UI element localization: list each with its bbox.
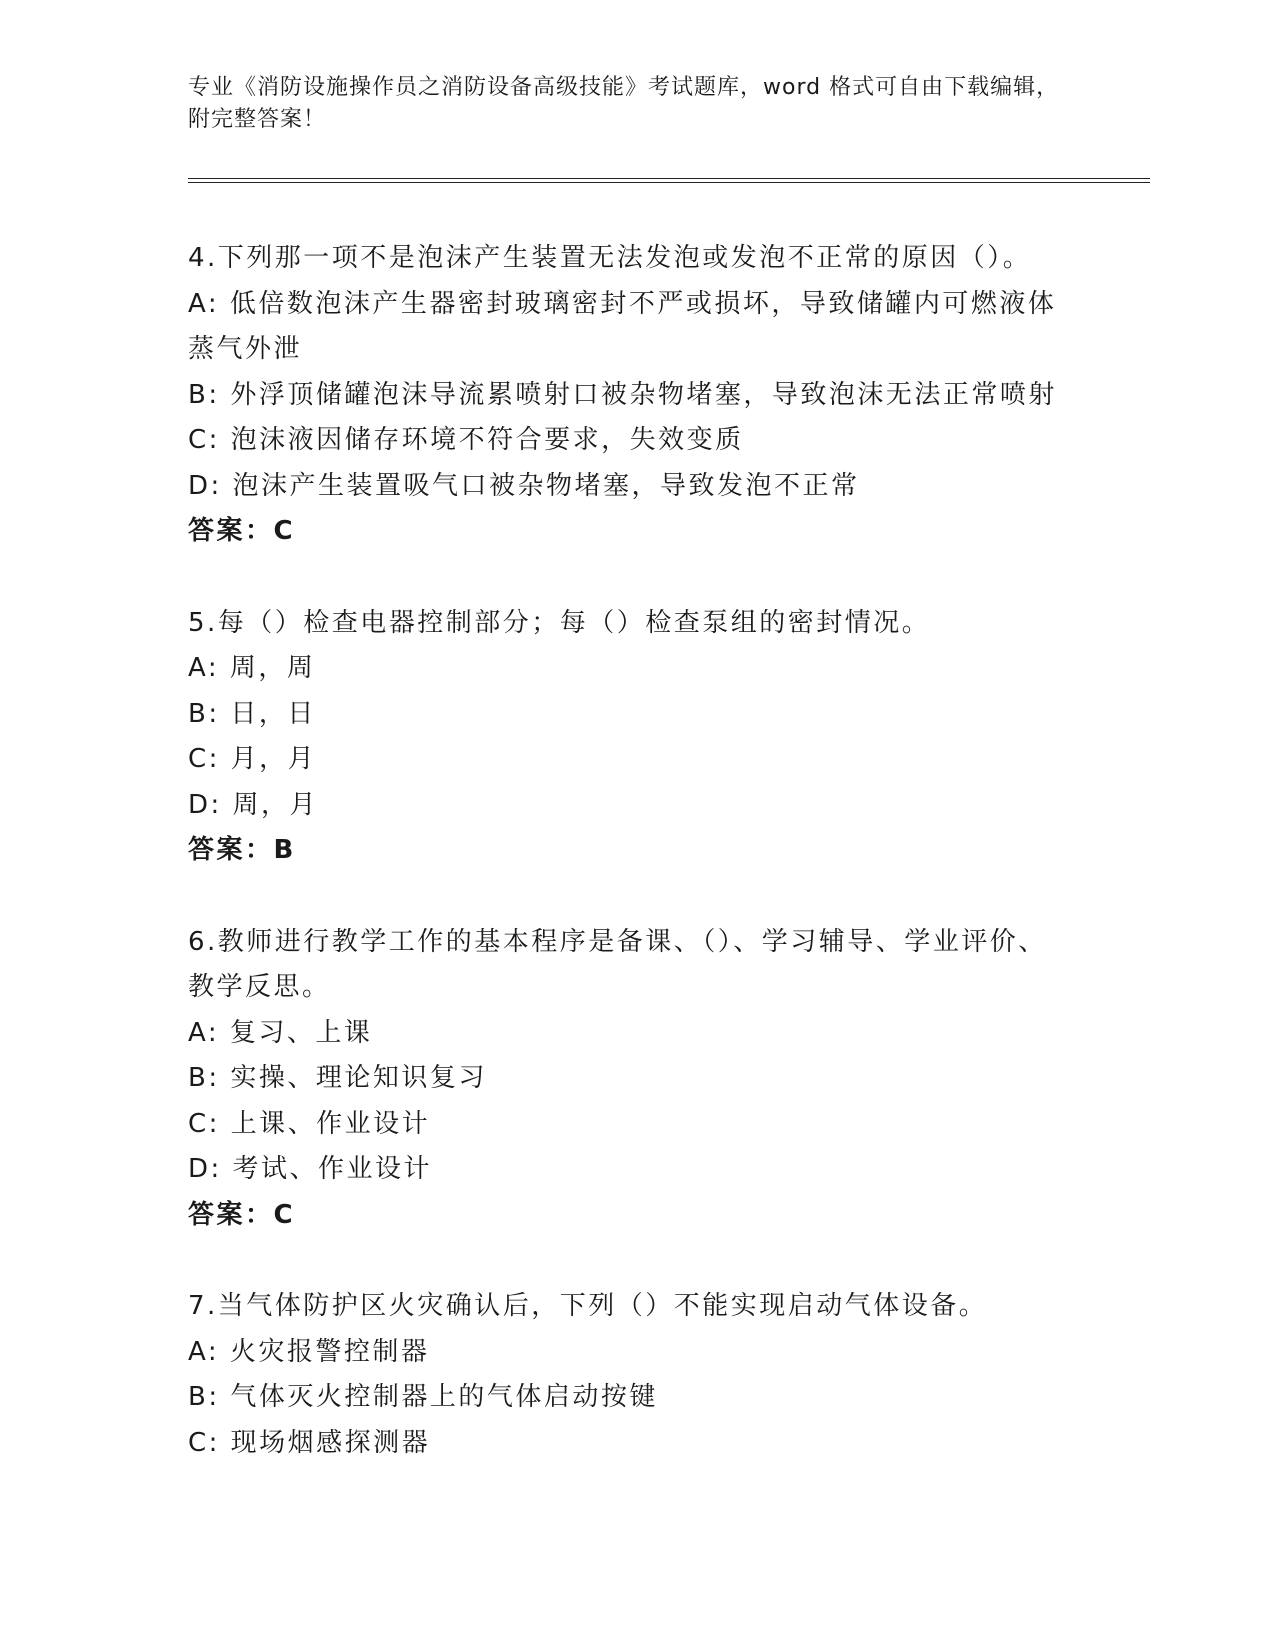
option-d: D: 考试、作业设计	[188, 1154, 433, 1184]
option-c: C: 现场烟感探测器	[188, 1427, 431, 1458]
question-list	[188, 236, 1088, 1466]
answer-label: 答案：B	[188, 835, 296, 865]
question-stem: 7.当气体防护区火灾确认后，下列（）不能实现启动气体设备。	[188, 1291, 988, 1321]
option-d: D: 泡沫产生装置吸气口被杂物堵塞，导致发泡不正常	[188, 470, 860, 501]
answer-label: 答案：C	[188, 1199, 296, 1230]
question-4	[188, 236, 1088, 555]
question-7	[188, 1284, 1088, 1466]
header-rule-bottom	[188, 182, 1150, 183]
option-b: B: 实操、理论知识复习	[188, 1063, 487, 1093]
option-c: C: 泡沫液因储存环境不符合要求，失效变质	[188, 425, 744, 455]
option-c: C: 月，月	[188, 744, 317, 774]
question-5	[188, 601, 1088, 874]
option-b: B: 日，日	[188, 698, 316, 729]
question-6	[188, 920, 1088, 1239]
option-b: B: 气体灭火控制器上的气体启动按键	[188, 1382, 658, 1412]
option-c: C: 上课、作业设计	[188, 1108, 431, 1139]
option-b: B: 外浮顶储罐泡沫导流累喷射口被杂物堵塞，导致泡沫无法正常喷射	[188, 379, 1057, 410]
option-a: A: 火灾报警控制器	[188, 1336, 430, 1367]
answer-label: 答案：C	[188, 516, 296, 546]
document-header: 专业《消防设施操作员之消防设备高级技能》考试题库，word 格式可自由下载编辑，附完整答案！	[188, 75, 1060, 132]
question-stem: 6.教师进行教学工作的基本程序是备课、（）、学习辅导、学业评价、教学反思。	[188, 926, 1047, 1002]
header-rule-top	[188, 178, 1150, 179]
option-a: A: 周，周	[188, 653, 316, 683]
option-a: A: 低倍数泡沫产生器密封玻璃密封不严或损坏，导致储罐内可燃液体蒸气外泄	[188, 288, 1057, 364]
question-stem: 5.每（）检查电器控制部分；每（）检查泵组的密封情况。	[188, 607, 931, 638]
question-stem: 4.下列那一项不是泡沫产生装置无法发泡或发泡不正常的原因（）。	[188, 243, 1032, 273]
option-a: A: 复习、上课	[188, 1017, 373, 1048]
option-d: D: 周，月	[188, 789, 319, 820]
